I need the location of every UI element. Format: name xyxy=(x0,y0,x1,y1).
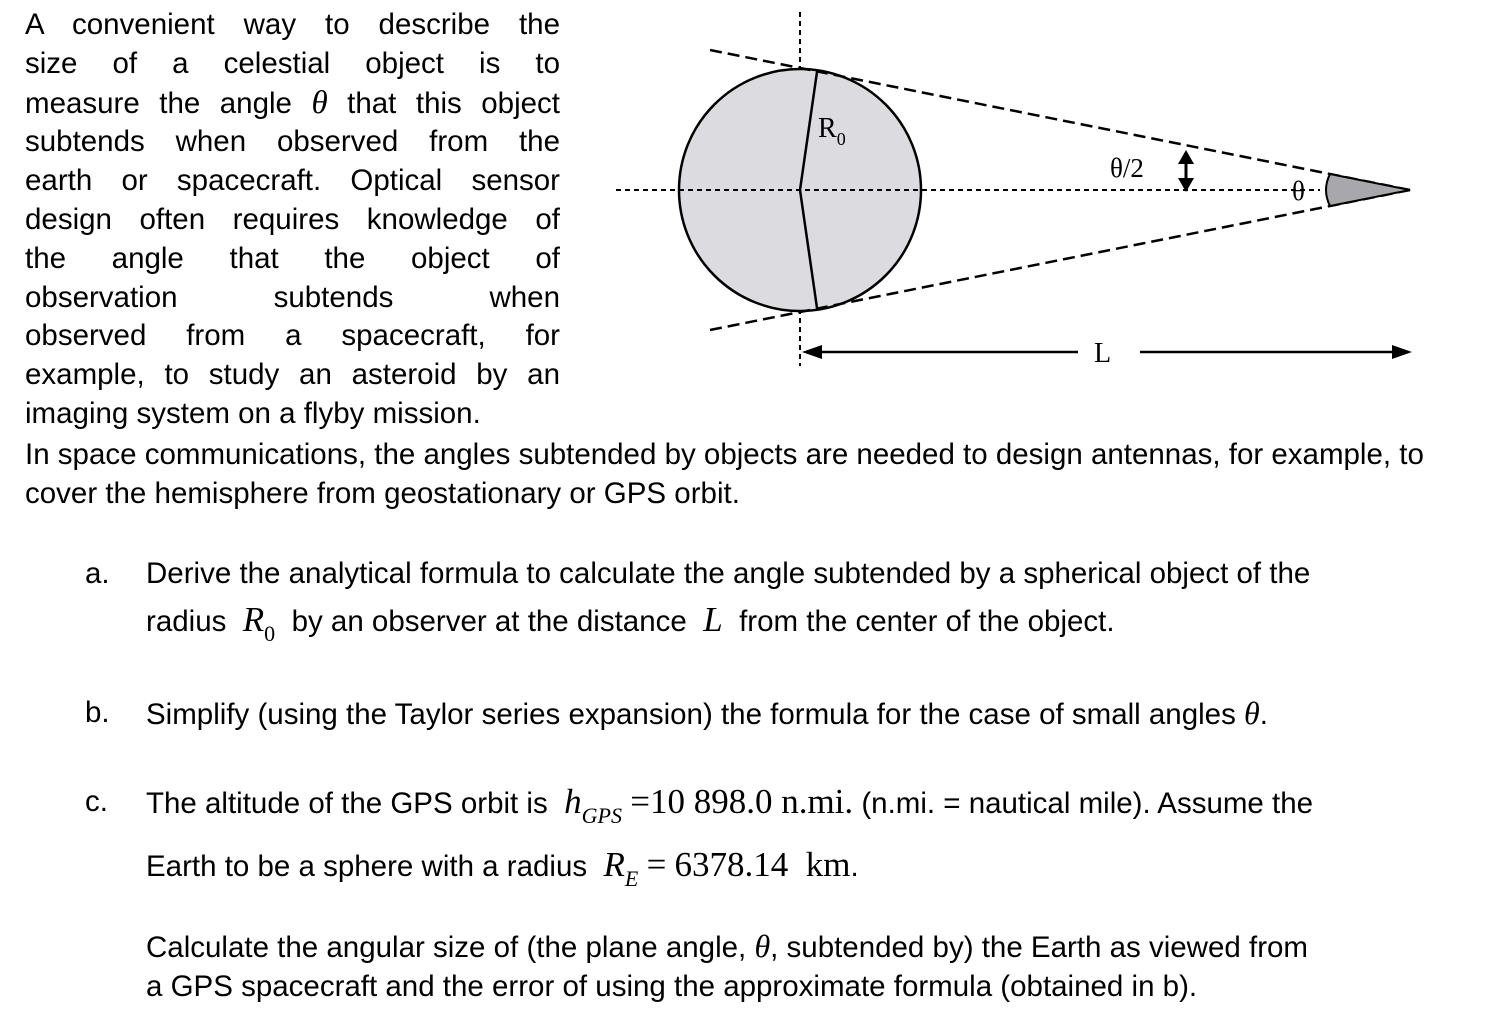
question-a-distance-text: by an observer at the distance xyxy=(291,605,687,638)
distance-label: L xyxy=(1094,338,1112,369)
question-c-letter: c. xyxy=(85,785,108,818)
question-a-line-1: Derive the analytical formula to calculate the angle subtended by a spherical object of the xyxy=(146,557,1311,590)
question-a-line-2 xyxy=(146,600,1471,646)
distance-symbol: L xyxy=(703,600,723,639)
gps-altitude-subscript: GPS xyxy=(581,803,622,828)
intro-line-10: example, to study an asteroid by an xyxy=(25,358,560,392)
gps-altitude-symbol: h xyxy=(564,782,582,821)
half-angle-label: θ/2 xyxy=(1110,153,1144,183)
subtended-angle-diagram xyxy=(600,0,1440,380)
angle-label: θ xyxy=(1292,176,1305,206)
earth-radius-symbol: R xyxy=(603,845,625,884)
question-c-nmi-text: (n.mi. = nautical mile). Assume the xyxy=(861,787,1314,820)
theta-symbol-b: θ xyxy=(1244,695,1260,731)
intro-line-3-suffix: that this object xyxy=(347,86,560,120)
intro-line-3-prefix: measure the angle xyxy=(25,86,292,120)
question-a-radius-text: radius xyxy=(146,605,227,638)
question-a-letter: a. xyxy=(85,557,110,590)
question-c-gps-text: The altitude of the GPS orbit is xyxy=(146,787,548,820)
intro-line-3 xyxy=(25,84,560,124)
question-a-end-text: from the center of the object. xyxy=(739,605,1115,638)
gps-equals-sign: = xyxy=(630,782,650,821)
question-c-line-1 xyxy=(146,782,1471,826)
half-angle-arrow xyxy=(1178,150,1194,192)
intro-line-2: size of a celestial object is to xyxy=(25,46,560,80)
intro-line-4: subtends when observed from the xyxy=(25,125,560,159)
question-b xyxy=(85,695,1475,735)
earth-radius-subscript: E xyxy=(624,866,639,891)
intro-line-7: the angle that the object of xyxy=(25,241,560,275)
theta-symbol: θ xyxy=(311,84,328,121)
communications-paragraph: In space communications, the angles subtended by objects are needed to design antennas, for example, to cover the hemisphere from geostationary or GPS orbit. xyxy=(25,438,1424,510)
question-c-earth-text: Earth to be a sphere with a radius xyxy=(146,850,588,883)
intro-line-1: A convenient way to describe the xyxy=(25,8,560,41)
question-c-line-2-period: . xyxy=(850,850,859,883)
earth-equals-sign: = xyxy=(646,845,667,884)
intro-line-5: earth or spacecraft. Optical sensor xyxy=(25,164,560,198)
radius-subscript: 0 xyxy=(264,621,276,646)
question-b-text: Simplify (using the Taylor series expansion) the formula for the case of small angles xyxy=(146,698,1236,731)
question-c xyxy=(85,782,1475,1002)
intro-line-11: imaging system on a flyby mission. xyxy=(25,396,481,430)
question-c-calc-text: Calculate the angular size of (the plane angle, xyxy=(146,931,747,964)
question-a xyxy=(85,556,1475,646)
question-b-period: . xyxy=(1259,698,1268,731)
intro-line-8: observation subtends when xyxy=(25,280,560,314)
radius-symbol: R xyxy=(242,600,265,639)
earth-radius-value: 6378.14 km xyxy=(674,845,851,884)
question-c-calc-text-2: , subtended by) the Earth as viewed from xyxy=(770,931,1308,964)
question-c-line-2 xyxy=(146,845,1471,889)
radius-label: $R_0$ xyxy=(818,113,846,149)
angle-wedge xyxy=(1326,174,1410,206)
question-c-paragraph xyxy=(146,927,1471,1006)
question-c-last-line: a GPS spacecraft and the error of using the approximate formula (obtained in b). xyxy=(146,970,1198,1003)
intro-line-9: observed from a spacecraft, for xyxy=(25,319,560,353)
gps-altitude-value: 10 898.0 n.mi. xyxy=(649,782,854,821)
question-b-letter: b. xyxy=(85,696,110,729)
intro-line-6: design often requires knowledge of xyxy=(25,202,560,236)
theta-symbol-c: θ xyxy=(754,928,771,964)
intro-paragraph xyxy=(25,6,560,434)
